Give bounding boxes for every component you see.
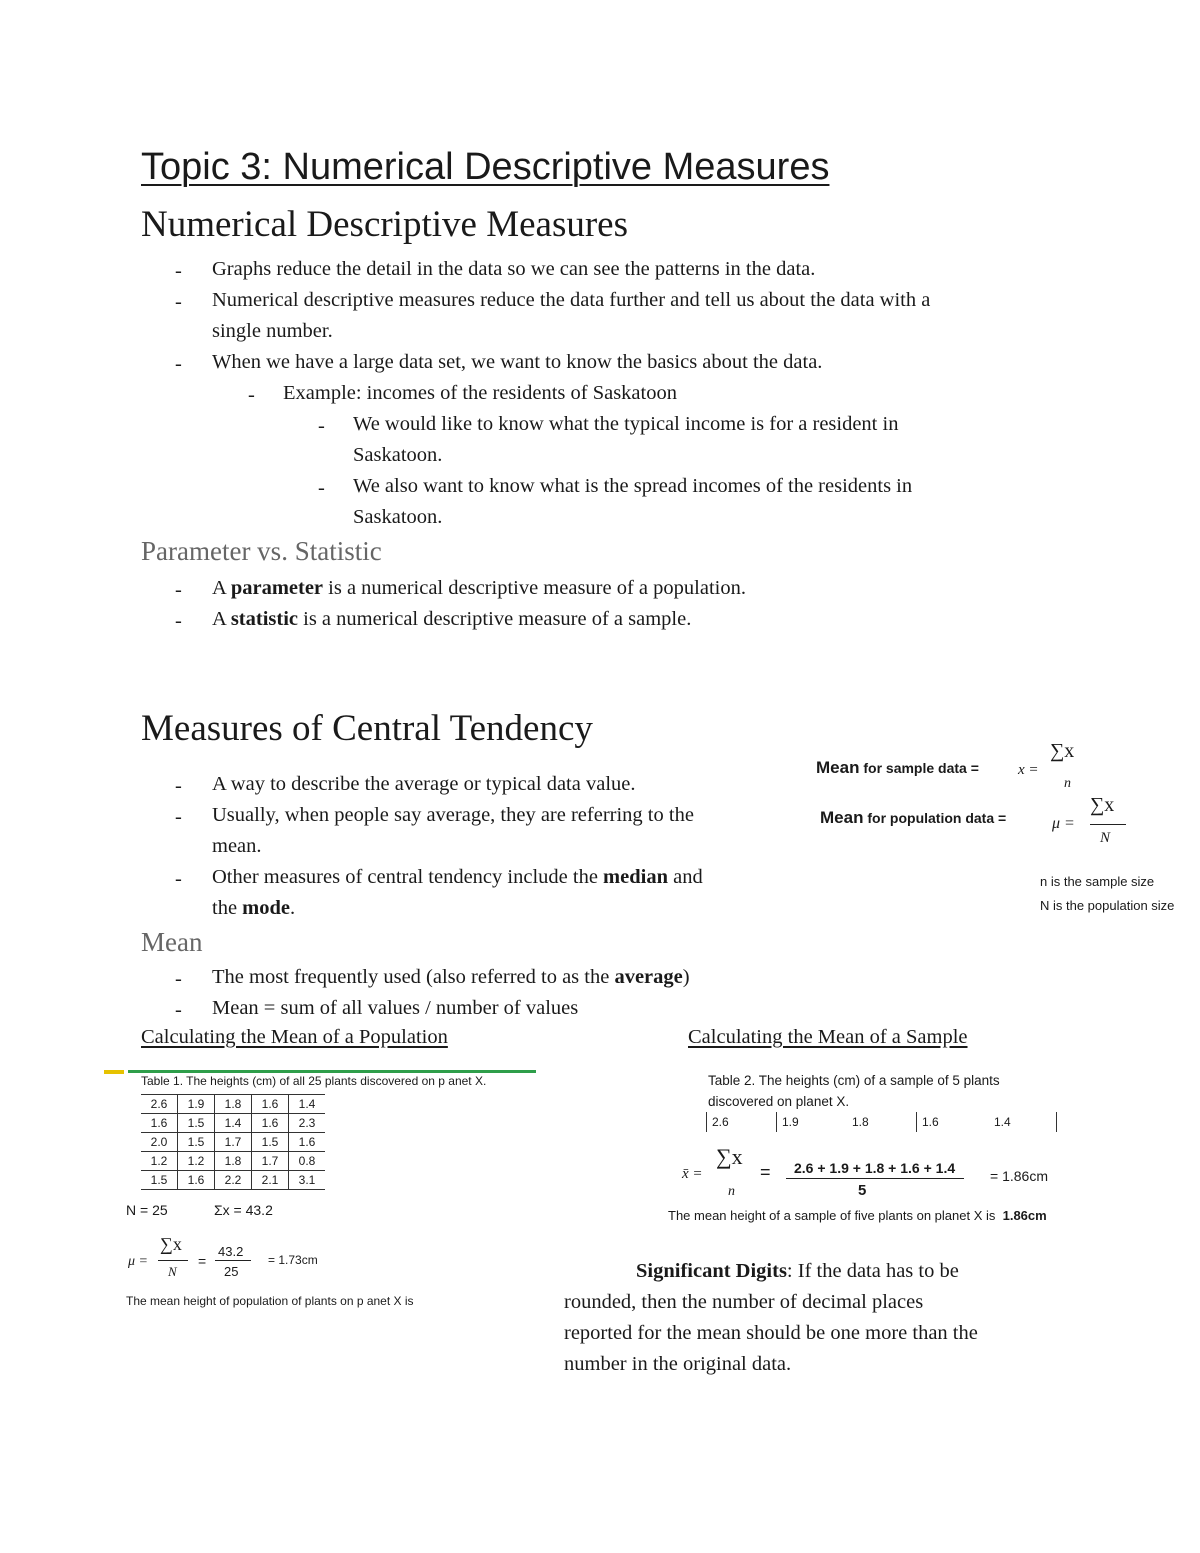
sample-conclusion: The mean height of a sample of five plants on planet X is 1.86cm xyxy=(668,1208,1047,1223)
section-heading-central: Measures of Central Tendency xyxy=(141,708,593,749)
list-item: Saskatoon. xyxy=(353,444,443,466)
table-cell: 1.6 xyxy=(252,1095,289,1114)
table-cell: 1.6 xyxy=(289,1133,326,1152)
table-cell: 1.5 xyxy=(252,1133,289,1152)
population-conclusion: The mean height of population of plants on p anet X is xyxy=(126,1294,414,1308)
table-row xyxy=(141,1114,325,1133)
population-sum: Σx = 43.2 xyxy=(214,1202,273,1218)
table-row xyxy=(141,1171,325,1190)
table-row xyxy=(141,1095,325,1114)
table-cell: 2.2 xyxy=(215,1171,252,1190)
population-size: N = 25 xyxy=(126,1202,168,1218)
note-population-size: N is the population size xyxy=(1040,898,1175,913)
highlight-line xyxy=(128,1070,536,1073)
table-cell: 0.8 xyxy=(289,1152,326,1171)
list-item: We would like to know what the typical income is for a resident in xyxy=(353,413,899,435)
list-item: Example: incomes of the residents of Saskatoon xyxy=(283,382,677,404)
list-item: When we have a large data set, we want to know the basics about the data. xyxy=(212,351,823,373)
table-cell: 1.8 xyxy=(215,1152,252,1171)
sample-mean-lhs: x = xyxy=(1018,762,1039,778)
mu-denominator-value: 25 xyxy=(224,1264,239,1279)
mu-symbol: μ = xyxy=(128,1254,148,1269)
table-cell: 1.8 xyxy=(215,1095,252,1114)
section-heading-mean: Mean xyxy=(141,927,203,957)
list-item: A way to describe the average or typical data value. xyxy=(212,773,636,795)
sample-heading: Calculating the Mean of a Sample xyxy=(688,1026,968,1048)
list-item: Graphs reduce the detail in the data so we can see the patterns in the data. xyxy=(212,258,816,280)
table-cell: 2.6 xyxy=(712,1115,729,1129)
table-cell: 2.6 xyxy=(141,1095,178,1114)
section-heading-numerical: Numerical Descriptive Measures xyxy=(141,204,628,245)
population-denominator: N xyxy=(1100,830,1111,846)
xbar-denominator: n xyxy=(728,1184,735,1199)
list-item: the mode. xyxy=(212,897,296,919)
xbar-equals: = xyxy=(760,1162,771,1182)
table-cell: 1.2 xyxy=(178,1152,215,1171)
highlight-mark xyxy=(104,1070,124,1074)
table-cell: 1.6 xyxy=(178,1171,215,1190)
xbar-result: = 1.86cm xyxy=(990,1168,1048,1184)
sample-mean-label: Mean for sample data = xyxy=(816,758,979,777)
note-sample-size: n is the sample size xyxy=(1040,874,1155,889)
xbar-sigma: ∑x xyxy=(716,1144,743,1169)
table-cell: 1.5 xyxy=(178,1114,215,1133)
list-item: Mean = sum of all values / number of values xyxy=(212,997,579,1019)
table-cell: 1.6 xyxy=(252,1114,289,1133)
mu-equals: = xyxy=(198,1253,207,1269)
table-row xyxy=(141,1133,325,1152)
table-cell: 1.4 xyxy=(289,1095,326,1114)
page-title: Topic 3: Numerical Descriptive Measures xyxy=(141,146,830,188)
list-item: A parameter is a numerical descriptive measure of a population. xyxy=(212,577,746,599)
list-item: Numerical descriptive measures reduce the data further and tell us about the data with a xyxy=(212,289,931,311)
xbar-numerator: 2.6 + 1.9 + 1.8 + 1.6 + 1.4 xyxy=(794,1160,956,1176)
list-item: single number. xyxy=(212,320,333,342)
table-cell: 2.1 xyxy=(252,1171,289,1190)
table-cell: 1.8 xyxy=(852,1115,869,1129)
table-cell: 1.5 xyxy=(141,1171,178,1190)
list-item: Other measures of central tendency include the median and xyxy=(212,866,703,888)
sample-denominator: n xyxy=(1064,776,1071,791)
table-cell: 1.2 xyxy=(141,1152,178,1171)
mu-result: = 1.73cm xyxy=(268,1253,318,1267)
table-cell: 1.6 xyxy=(141,1114,178,1133)
table-cell: 2.3 xyxy=(289,1114,326,1133)
table-cell: 1.4 xyxy=(215,1114,252,1133)
table1-caption: Table 1. The heights (cm) of all 25 plants discovered on p anet X. xyxy=(141,1074,487,1088)
table2-caption-line1: Table 2. The heights (cm) of a sample of 5 plants xyxy=(708,1073,1000,1088)
sample-sigma: ∑x xyxy=(1050,740,1075,762)
population-table xyxy=(141,1094,325,1190)
section-heading-parameter: Parameter vs. Statistic xyxy=(141,536,382,566)
list-item: The most frequently used (also referred to as the average) xyxy=(212,966,690,988)
table-cell: 3.1 xyxy=(289,1171,326,1190)
table-cell: 1.9 xyxy=(782,1115,799,1129)
list-item: A statistic is a numerical descriptive measure of a sample. xyxy=(212,608,692,630)
table-row xyxy=(141,1152,325,1171)
table-cell: 1.4 xyxy=(994,1115,1011,1129)
list-item: We also want to know what is the spread incomes of the residents in xyxy=(353,475,913,497)
mu-numerator-value: 43.2 xyxy=(218,1244,244,1259)
list-item: Saskatoon. xyxy=(353,506,443,528)
table-cell: 1.7 xyxy=(215,1133,252,1152)
table-cell: 1.7 xyxy=(252,1152,289,1171)
mu-sigma: ∑x xyxy=(160,1234,182,1254)
table-cell: 1.6 xyxy=(922,1115,939,1129)
mu-denominator: N xyxy=(168,1264,177,1279)
list-item: Usually, when people say average, they are referring to the xyxy=(212,804,694,826)
table-cell: 1.9 xyxy=(178,1095,215,1114)
population-mean-lhs: μ = xyxy=(1052,815,1075,832)
population-heading: Calculating the Mean of a Population xyxy=(141,1026,448,1048)
table-cell: 2.0 xyxy=(141,1133,178,1152)
table2-caption-line2: discovered on planet X. xyxy=(708,1094,850,1109)
population-mean-label: Mean for population data = xyxy=(820,808,1007,827)
population-sigma: ∑x xyxy=(1090,794,1115,816)
list-item: mean. xyxy=(212,835,262,857)
table-cell: 1.5 xyxy=(178,1133,215,1152)
xbar-symbol: x̄ = xyxy=(682,1166,703,1182)
xbar-denominator-value: 5 xyxy=(858,1182,867,1199)
